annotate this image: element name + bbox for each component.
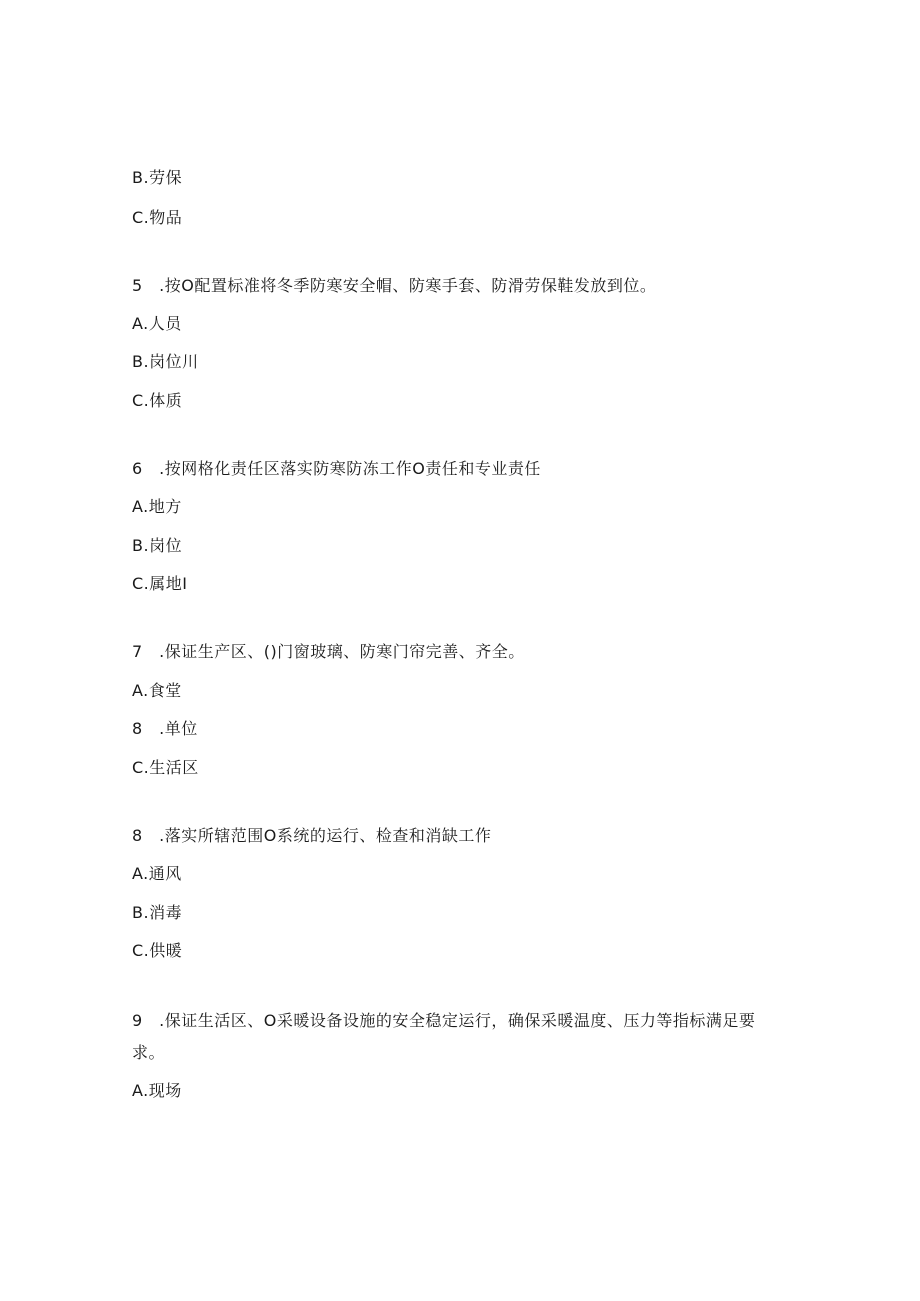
option-c-territorial: C.属地I: [132, 574, 188, 593]
question-5: 5 .按O配置标准将冬季防寒安全帽、防寒手套、防滑劳保鞋发放到位。: [132, 276, 657, 295]
question-9-continued: 求。: [132, 1043, 166, 1062]
option-a-site: A.现场: [132, 1081, 182, 1100]
option-c-items: C.物品: [132, 208, 183, 227]
option-c-heating: C.供暖: [132, 941, 183, 960]
option-b-unit: 8 .单位: [132, 719, 198, 738]
option-a-ventilation: A.通风: [132, 864, 182, 883]
option-a-canteen: A.食堂: [132, 681, 182, 700]
option-b-disinfection: B.消毒: [132, 903, 183, 922]
option-a-local: A.地方: [132, 497, 182, 516]
question-7: 7 .保证生产区、()门窗玻璃、防寒门帘完善、齐全。: [132, 642, 525, 661]
question-8: 8 .落实所辖范围O系统的运行、检查和消缺工作: [132, 826, 492, 845]
option-a-personnel: A.人员: [132, 314, 182, 333]
option-b-post: B.岗位: [132, 536, 183, 555]
option-b-labor-protection: B.劳保: [132, 168, 183, 187]
option-c-living-area: C.生活区: [132, 758, 199, 777]
option-b-post: B.岗位川: [132, 352, 199, 371]
question-6: 6 .按网格化责任区落实防寒防冻工作O责任和专业责任: [132, 459, 541, 478]
question-9: 9 .保证生活区、O采暖设备设施的安全稳定运行，确保采暖温度、压力等指标满足要: [132, 1011, 756, 1030]
option-c-physique: C.体质: [132, 391, 183, 410]
